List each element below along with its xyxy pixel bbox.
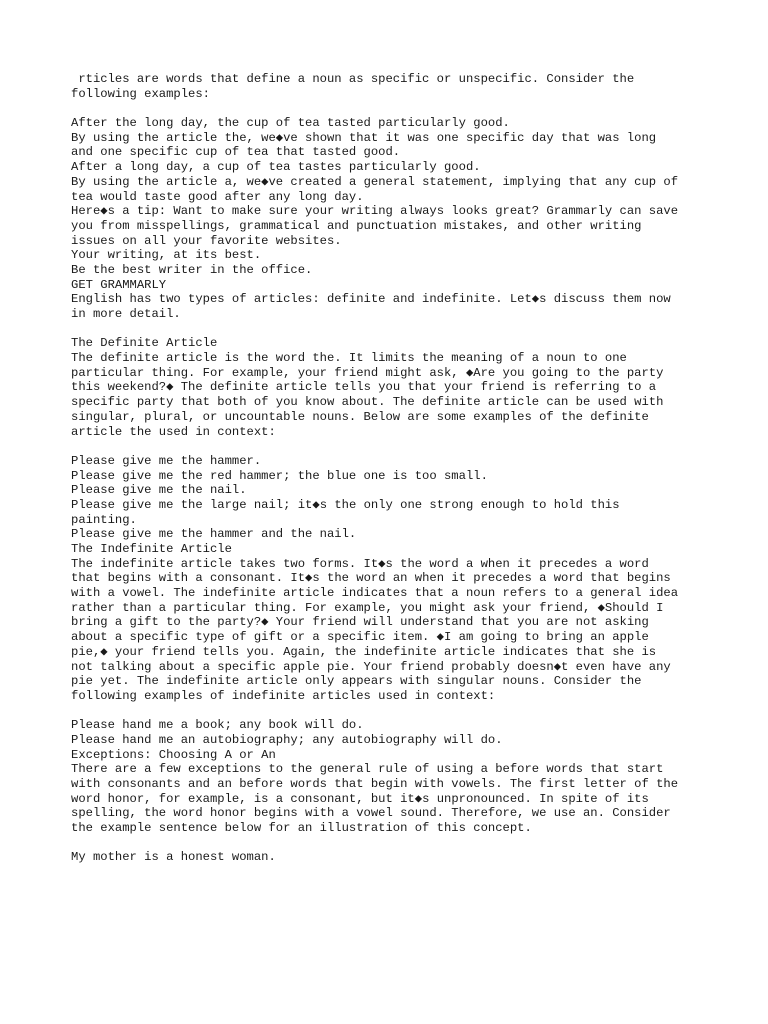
text-line: By using the article the, we◆ve shown that it was one specific day that was long bbox=[71, 130, 657, 145]
text-line: Be the best writer in the office. bbox=[71, 262, 313, 277]
text-line: Please give me the large nail; it◆s the only one strong enough to hold this bbox=[71, 497, 620, 512]
text-line: word honor, for example, is a consonant, but it◆s unpronounced. In spite of its bbox=[71, 791, 649, 806]
text-line: the example sentence below for an illustration of this concept. bbox=[71, 821, 532, 836]
text-line: By using the article a, we◆ve created a general statement, implying that any cup of bbox=[71, 174, 679, 189]
text-line: Here◆s a tip: Want to make sure your writing always looks great? Grammarly can save bbox=[71, 204, 679, 219]
text-line bbox=[71, 704, 711, 719]
text-line: Please hand me an autobiography; any autobiography will do. bbox=[71, 732, 503, 747]
text-line: Your writing, at its best. bbox=[71, 248, 262, 263]
text-line: article the used in context: bbox=[71, 424, 276, 439]
text-line bbox=[71, 101, 711, 116]
text-line: Please give me the hammer and the nail. bbox=[71, 527, 357, 542]
text-line: and one specific cup of tea that tasted good. bbox=[71, 145, 401, 160]
text-line: singular, plural, or uncountable nouns. Below are some examples of the definite bbox=[71, 409, 649, 424]
text-line: spelling, the word honor begins with a vowel sound. Therefore, we use an. Consider bbox=[71, 806, 671, 821]
text-line: issues on all your favorite websites. bbox=[71, 233, 342, 248]
text-line: rather than a particular thing. For example, you might ask your friend, ◆Should I bbox=[71, 600, 664, 615]
text-line bbox=[71, 836, 711, 851]
document-body bbox=[71, 72, 711, 865]
text-line: with a vowel. The indefinite article indicates that a noun refers to a general idea bbox=[71, 586, 679, 601]
text-line: Please hand me a book; any book will do. bbox=[71, 718, 364, 733]
text-line: pie,◆ your friend tells you. Again, the indefinite article indicates that she is bbox=[71, 644, 657, 659]
text-line: bring a gift to the party?◆ Your friend will understand that you are not asking bbox=[71, 615, 649, 630]
text-line: specific party that both of you know about. The definite article can be used with bbox=[71, 395, 664, 410]
text-line: The Definite Article bbox=[71, 336, 218, 351]
text-line: GET GRAMMARLY bbox=[71, 277, 167, 292]
text-line: painting. bbox=[71, 512, 137, 527]
text-line: Please give me the nail. bbox=[71, 483, 247, 498]
text-line: about a specific type of gift or a specific item. ◆I am going to bring an apple bbox=[71, 630, 649, 645]
text-line: that begins with a consonant. It◆s the word an when it precedes a word that begins bbox=[71, 571, 671, 586]
text-line: tea would taste good after any long day. bbox=[71, 189, 364, 204]
text-line: After the long day, the cup of tea tasted particularly good. bbox=[71, 116, 510, 131]
text-line: with consonants and an before words that begin with vowels. The first letter of the bbox=[71, 777, 679, 791]
text-line: following examples: bbox=[71, 86, 210, 101]
text-line: After a long day, a cup of tea tastes particularly good. bbox=[71, 160, 481, 175]
text-line: English has two types of articles: definite and indefinite. Let◆s discuss them now bbox=[71, 292, 671, 307]
text-line bbox=[71, 439, 711, 454]
text-line: this weekend?◆ The definite article tells you that your friend is referring to a bbox=[71, 380, 657, 395]
text-line: Please give me the hammer. bbox=[71, 453, 262, 468]
text-line: not talking about a specific apple pie. Your friend probably doesn◆t even have any bbox=[71, 659, 671, 674]
text-line: you from misspellings, grammatical and punctuation mistakes, and other writing bbox=[71, 218, 642, 233]
text-line: following examples of indefinite articles used in context: bbox=[71, 688, 496, 703]
text-line: in more detail. bbox=[71, 307, 181, 321]
text-line: The Indefinite Article bbox=[71, 542, 232, 556]
text-line bbox=[71, 322, 711, 337]
text-line: pie yet. The indefinite article only appears with singular nouns. Consider the bbox=[71, 674, 642, 689]
text-line: Please give me the red hammer; the blue one is too small. bbox=[71, 468, 488, 483]
text-line: particular thing. For example, your friend might ask, ◆Are you going to the party bbox=[71, 365, 664, 380]
text-line: There are a few exceptions to the general rule of using a before words that start bbox=[71, 762, 664, 777]
text-line: Exceptions: Choosing A or An bbox=[71, 747, 276, 762]
text-line: My mother is a honest woman. bbox=[71, 850, 276, 865]
text-line: rticles are words that define a noun as specific or unspecific. Consider the bbox=[71, 72, 635, 86]
text-line: The definite article is the word the. It limits the meaning of a noun to one bbox=[71, 351, 627, 366]
text-line: The indefinite article takes two forms. It◆s the word a when it precedes a word bbox=[71, 556, 649, 571]
